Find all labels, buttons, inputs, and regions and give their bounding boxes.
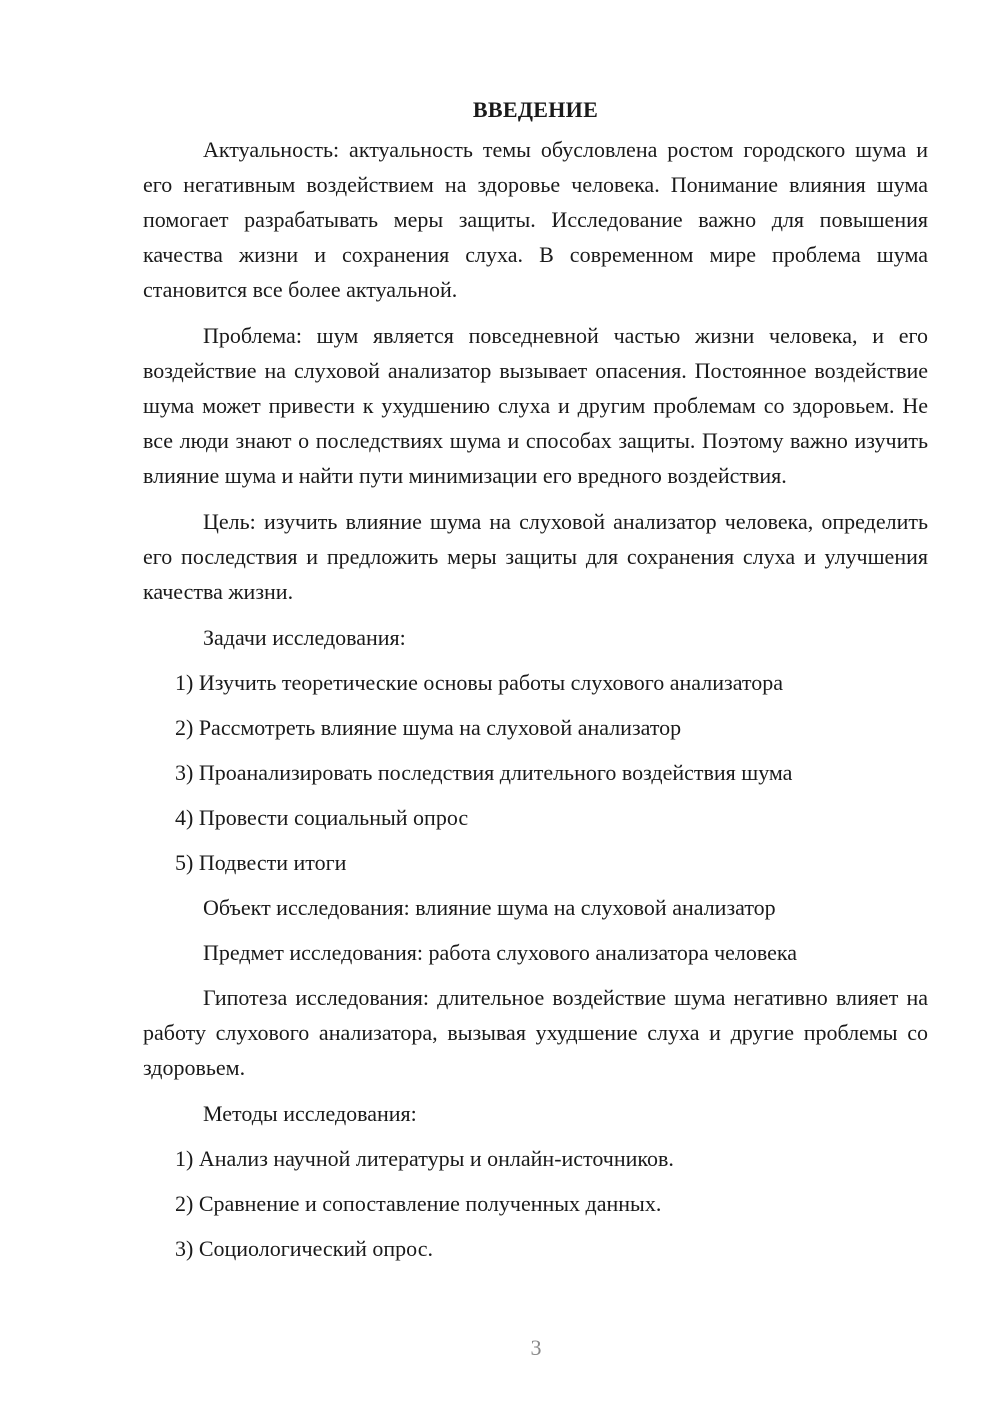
methods-heading: Методы исследования:	[203, 1101, 417, 1126]
problem-paragraph: Проблема: шум является повседневной частью жизни человека, и его воздействие на слуховой анализатор вызывает опасения. Постоянное воздействие шума может привести к ухудшению слуха и другим проблемам со здоровьем. Не все люди знают о последствиях шума и способах защиты. Поэтому важно изучить влияние шума и найти пути минимизации его вредного воздействия.	[143, 323, 928, 488]
tasks-heading: Задачи исследования:	[203, 625, 406, 650]
section-title: ВВЕДЕНИЕ	[472, 97, 599, 122]
method-item: 3) Социологический опрос.	[175, 1236, 433, 1261]
task-item: 1) Изучить теоретические основы работы слухового анализатора	[175, 670, 783, 695]
task-item: 3) Проанализировать последствия длительного воздействия шума	[175, 760, 793, 785]
task-item: 4) Провести социальный опрос	[175, 805, 469, 830]
page-number: 3	[530, 1335, 542, 1360]
goal-paragraph: Цель: изучить влияние шума на слуховой анализатор человека, определить его последствия и предложить меры защиты для сохранения слуха и улучшения качества жизни.	[143, 509, 928, 604]
subject-paragraph: Предмет исследования: работа слухового анализатора человека	[203, 940, 798, 965]
method-item: 2) Сравнение и сопоставление полученных данных.	[175, 1191, 662, 1216]
task-item: 5) Подвести итоги	[175, 850, 347, 875]
method-item: 1) Анализ научной литературы и онлайн-источников.	[175, 1146, 674, 1171]
hypothesis-paragraph: Гипотеза исследования: длительное воздействие шума негативно влияет на работу слухового анализатора, вызывая ухудшение слуха и другие проблемы со здоровьем.	[143, 985, 928, 1080]
document-page	[143, 92, 928, 1266]
relevance-paragraph: Актуальность: актуальность темы обусловлена ростом городского шума и его негативным воздействием на здоровье человека. Понимание влияния шума помогает разрабатывать меры защиты. Исследование важно для повышения качества жизни и сохранения слуха. В современном мире проблема шума становится все более актуальной.	[143, 137, 928, 302]
object-paragraph: Объект исследования: влияние шума на слуховой анализатор	[203, 895, 776, 920]
task-item: 2) Рассмотреть влияние шума на слуховой анализатор	[175, 715, 682, 740]
